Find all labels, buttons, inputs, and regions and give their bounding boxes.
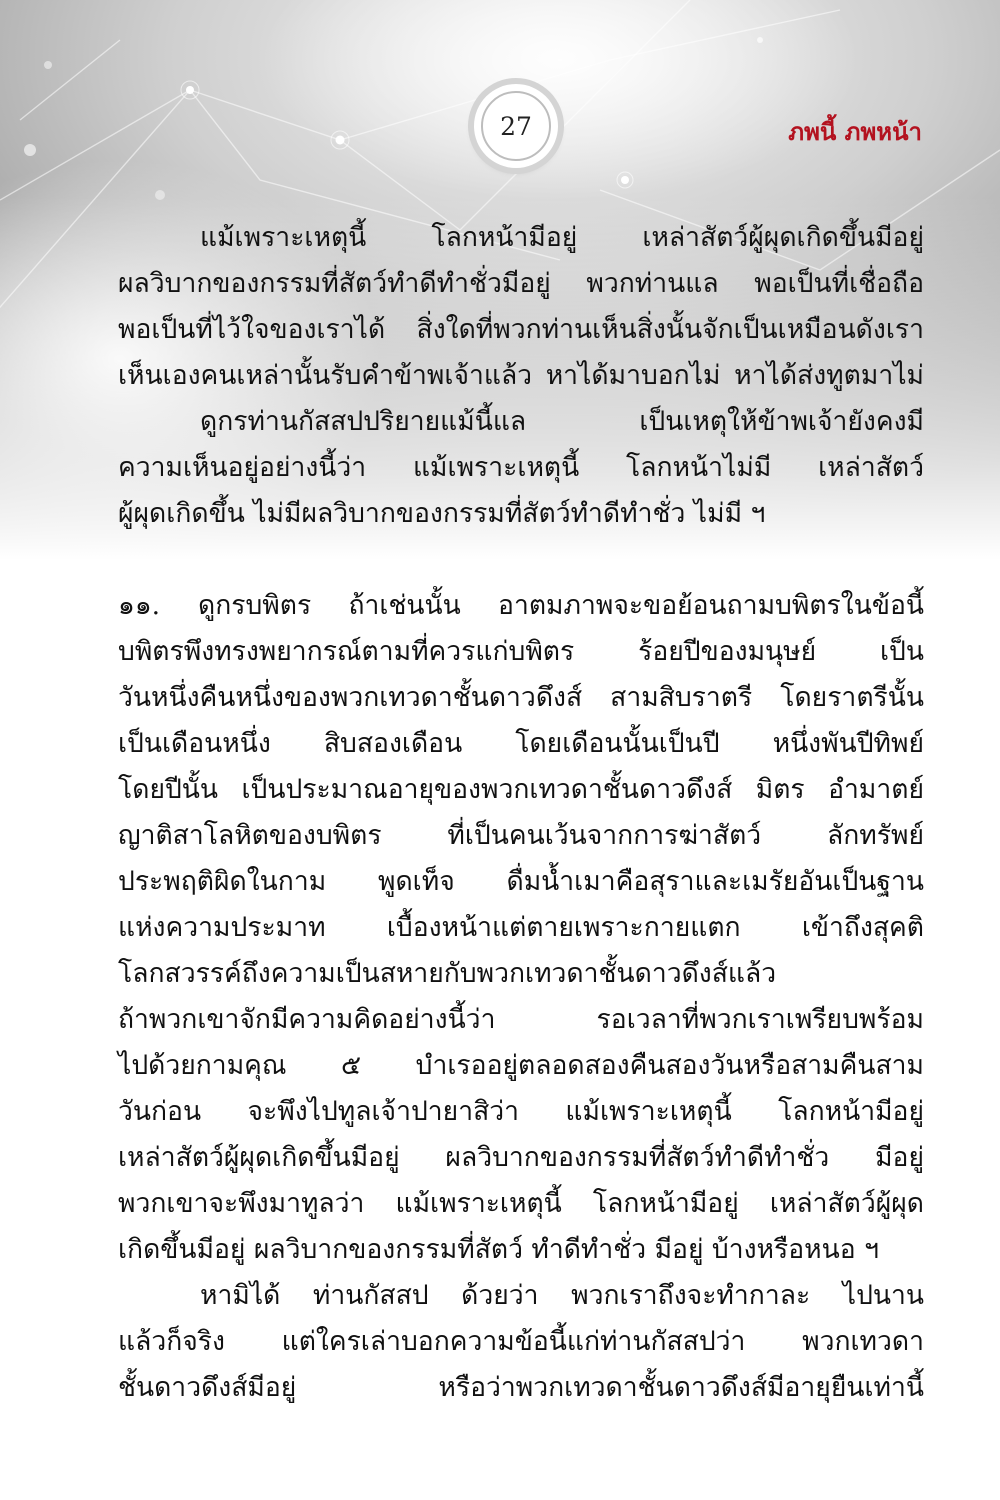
body-line: ผลวิบากของกรรมที่สัตว์ทำดีทำชั่วมีอยู่ พวกท่านแล พอเป็นที่เชื่อถือ [118, 268, 924, 299]
body-line: เป็นเดือนหนึ่ง สิบสองเดือน โดยเดือนนั้นเป็นปี หนึ่งพันปีทิพย์ [118, 728, 924, 759]
section-first-line [118, 583, 924, 629]
body-line: ไปด้วยกามคุณ ๕ บำเรออยู่ตลอดสองคืนสองวันหรือสามคืนสาม [118, 1050, 924, 1081]
body-line: พวกเขาจะพึงมาทูลว่า แม้เพราะเหตุนี้ โลกหน้ามีอยู่ เหล่าสัตว์ผู้ผุด [118, 1188, 924, 1219]
body-line: ชั้นดาวดึงส์มีอยู่ หรือว่าพวกเทวดาชั้นดาวดึงส์มีอายุยืนเท่านี้ [118, 1372, 924, 1403]
section-first-line-text: ดูกรบพิตร ถ้าเช่นนั้น อาตมภาพจะขอย้อนถามบพิตรในข้อนี้ [198, 590, 924, 621]
body-line: วันก่อน จะพึงไปทูลเจ้าปายาสิว่า แม้เพราะเหตุนี้ โลกหน้ามีอยู่ [118, 1096, 924, 1127]
body-line: เหล่าสัตว์ผู้ผุดเกิดขึ้นมีอยู่ ผลวิบากของกรรมที่สัตว์ทำดีทำชั่ว มีอยู่ [118, 1142, 924, 1173]
page-number: 27 [481, 91, 551, 161]
body-line: ญาติสาโลหิตของบพิตร ที่เป็นคนเว้นจากการฆ่าสัตว์ ลักทรัพย์ [118, 820, 924, 851]
page-number-badge [474, 84, 558, 168]
running-header-title: ภพนี้ ภพหน้า [788, 117, 922, 146]
body-line: ความเห็นอยู่อย่างนี้ว่า แม้เพราะเหตุนี้ โลกหน้าไม่มี เหล่าสัตว์ [118, 452, 924, 483]
page-body [118, 215, 924, 1411]
body-line: พอเป็นที่ไว้ใจของเราได้ สิ่งใดที่พวกท่านเห็นสิ่งนั้นจักเป็นเหมือนดังเรา [118, 314, 924, 345]
body-line: เห็นเองคนเหล่านั้นรับคำข้าพเจ้าแล้ว หาได้มาบอกไม่ หาได้ส่งทูตมาไม่ [118, 360, 924, 391]
body-line: แห่งความประมาท เบื้องหน้าแต่ตายเพราะกายแตก เข้าถึงสุคติ [118, 912, 924, 943]
body-line: หามิได้ ท่านกัสสป ด้วยว่า พวกเราถึงจะทำกาละ ไปนาน [200, 1280, 924, 1311]
paragraph-gap [118, 537, 924, 583]
body-line: แม้เพราะเหตุนี้ โลกหน้ามีอยู่ เหล่าสัตว์ผู้ผุดเกิดขึ้นมีอยู่ [200, 222, 924, 253]
body-line: ดูกรท่านกัสสปปริยายแม้นี้แล เป็นเหตุให้ข้าพเจ้ายังคงมี [200, 406, 924, 437]
body-line: ถ้าพวกเขาจักมีความคิดอย่างนี้ว่า รอเวลาที่พวกเราเพรียบพร้อม [118, 1004, 924, 1035]
body-line: โดยปีนั้น เป็นประมาณอายุของพวกเทวดาชั้นดาวดึงส์ มิตร อำมาตย์ [118, 774, 924, 805]
body-line: ผู้ผุดเกิดขึ้น ไม่มีผลวิบากของกรรมที่สัตว์ทำดีทำชั่ว ไม่มี ฯ [118, 498, 766, 529]
body-line: ประพฤติผิดในกาม พูดเท็จ ดื่มน้ำเมาคือสุราและเมรัยอันเป็นฐาน [118, 866, 924, 897]
body-line: บพิตรพึงทรงพยากรณ์ตามที่ควรแก่บพิตร ร้อยปีของมนุษย์ เป็น [118, 636, 924, 667]
section-number: ๑๑. [118, 590, 161, 621]
body-line: แล้วก็จริง แต่ใครเล่าบอกความข้อนี้แก่ท่านกัสสปว่า พวกเทวดา [118, 1326, 924, 1357]
body-line: เกิดขึ้นมีอยู่ ผลวิบากของกรรมที่สัตว์ ทำดีทำชั่ว มีอยู่ บ้างหรือหนอ ฯ [118, 1234, 879, 1265]
body-line: โลกสวรรค์ถึงความเป็นสหายกับพวกเทวดาชั้นดาวดึงส์แล้ว [118, 958, 777, 989]
body-line: วันหนึ่งคืนหนึ่งของพวกเทวดาชั้นดาวดึงส์ สามสิบราตรี โดยราตรีนั้น [118, 682, 924, 713]
